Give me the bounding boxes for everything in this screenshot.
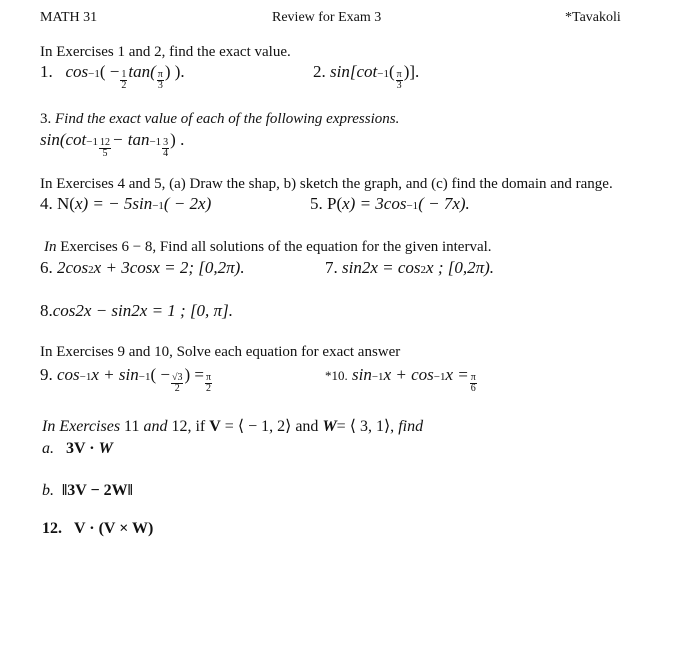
problem-10 [325, 365, 478, 394]
math-text: W [98, 440, 113, 457]
math-text: N( [57, 194, 75, 213]
problem-number: 1. [40, 62, 53, 81]
problem-2 [313, 62, 419, 91]
fraction [162, 138, 169, 159]
problem-number: 8. [40, 301, 53, 320]
problem-11b [42, 482, 133, 500]
exponent: −1 [79, 371, 92, 383]
math-text: ) ). [164, 62, 185, 81]
denominator: 2 [174, 383, 180, 394]
problem-number: 5. [310, 194, 323, 213]
denominator: 4 [163, 148, 169, 159]
instruction-text: 11 [120, 418, 144, 435]
math-text: sin[cot [330, 62, 378, 81]
numerator: π [157, 69, 163, 80]
numerator: 12 [100, 137, 110, 148]
instructor-name: *Tavakoli [565, 10, 621, 25]
math-text: P( [327, 194, 343, 213]
exponent: −1 [371, 371, 384, 383]
math-text: )]. [403, 62, 420, 81]
exponent: 2 [420, 264, 427, 276]
instruction-11-12 [42, 416, 423, 436]
numerator: 1 [121, 69, 127, 80]
math-text: ) . [170, 130, 185, 149]
math-text: ) = [184, 365, 204, 384]
exponent: 2 [88, 264, 94, 276]
problem-number: 6. [40, 258, 53, 277]
instruction-text: 12, if [167, 418, 210, 435]
numerator: π [396, 69, 402, 80]
math-text: x + sin [91, 365, 139, 384]
instruction-1-2: In Exercises 1 and 2, find the exact value. [40, 44, 291, 60]
problem-number: 7. [325, 258, 338, 277]
numerator: π [470, 372, 476, 383]
instruction-6-8 [44, 239, 492, 256]
exponent: −1 [152, 200, 164, 212]
denominator: 2 [206, 383, 211, 394]
fraction [205, 373, 212, 394]
problem-7 [325, 258, 494, 278]
problem-4 [40, 194, 211, 214]
instruction-text: Exercises 6 − 8, Find all solutions of the equation for the given interval. [56, 239, 492, 255]
math-text: ( [388, 62, 395, 81]
problem-9 [40, 365, 213, 394]
page-title: Review for Exam 3 [272, 10, 382, 25]
problem-8 [40, 301, 233, 321]
exponent: −1 [406, 200, 419, 212]
fraction [171, 373, 184, 394]
math-text: tan( [128, 62, 156, 81]
problem-6 [40, 258, 245, 278]
problem-3 [40, 130, 184, 159]
math-text: sin [352, 365, 372, 384]
math-text: cos [65, 62, 89, 81]
problem-number: 4. [40, 194, 53, 213]
fraction [470, 373, 477, 394]
denominator: 3 [157, 80, 163, 91]
problem-label: b. [42, 482, 54, 499]
math-text: x + cos [383, 365, 434, 384]
fraction [157, 70, 164, 91]
math-text: x + 3cosx = 2; [0,2π). [93, 258, 245, 277]
vector-w: W [322, 418, 337, 435]
fraction [99, 138, 111, 159]
instruction-text: = ⟨ 3, 1⟩, [336, 418, 399, 435]
instruction-text: In Exercises [42, 418, 121, 435]
instruction-text: and [143, 418, 168, 435]
math-text: sin2x = cos [342, 258, 421, 277]
math-text: x ; [0,2π). [426, 258, 495, 277]
math-text: ( − 2x) [163, 194, 212, 213]
problem-label: 12. [42, 520, 62, 537]
problem-label: a. [42, 440, 54, 457]
problem-11a [42, 440, 113, 458]
exponent: −1 [377, 68, 389, 80]
math-text: ) = − 5sin [82, 194, 153, 213]
numerator: 3 [163, 137, 169, 148]
fraction [120, 70, 127, 91]
exponent: −1 [138, 371, 151, 383]
exponent: −1 [149, 136, 162, 148]
denominator: 6 [470, 383, 476, 394]
problem-12 [42, 520, 153, 538]
instruction-text: In [44, 239, 57, 255]
math-var: x [74, 194, 83, 213]
problem-number: 3. [40, 111, 52, 127]
instruction-text: find [398, 418, 424, 435]
problem-1 [40, 62, 185, 91]
denominator: 3 [396, 80, 402, 91]
math-text: cos2x − sin2x = 1 ; [0, π]. [52, 301, 233, 320]
math-text: ) = 3cos [349, 194, 407, 213]
vector-v: V [209, 418, 221, 435]
problem-5 [310, 194, 470, 214]
math-text: cos [57, 365, 80, 384]
exponent: −1 [86, 136, 98, 148]
numerator: π [205, 372, 212, 383]
problem-number: 2. [313, 62, 326, 81]
instruction-4-5: In Exercises 4 and 5, (a) Draw the shap, b) sketch the graph, and (c) find the domain and range. [40, 176, 613, 192]
math-text: V · (V × W) [74, 520, 154, 537]
exponent: −1 [88, 68, 100, 80]
instruction-9-10: In Exercises 9 and 10, Solve each equation for exact answer [40, 344, 401, 360]
problem-number: 9. [40, 365, 53, 384]
math-text: sin(cot [40, 130, 87, 149]
denominator: 5 [102, 148, 108, 159]
course-label: MATH 31 [40, 10, 98, 25]
math-text: ( − 7x). [418, 194, 470, 213]
instruction-text: Find the exact value of each of the following expressions. [51, 111, 400, 127]
math-text: x = [445, 365, 469, 384]
numerator: √3 [171, 372, 183, 383]
math-var: x [342, 194, 350, 213]
denominator: 2 [121, 80, 127, 91]
instruction-3 [40, 111, 399, 128]
exponent: −1 [433, 371, 446, 383]
math-text: 2cos [57, 258, 89, 277]
math-text: ‖3V − 2W‖ [62, 482, 133, 499]
fraction [396, 70, 403, 91]
instruction-text: = ⟨ − 1, 2⟩ and [220, 418, 323, 435]
math-text: 3V · [66, 440, 99, 457]
math-text: − tan [112, 130, 150, 149]
problem-number: *10. [325, 368, 348, 383]
math-text: ( − [150, 365, 170, 384]
math-text: ( − [99, 62, 120, 81]
